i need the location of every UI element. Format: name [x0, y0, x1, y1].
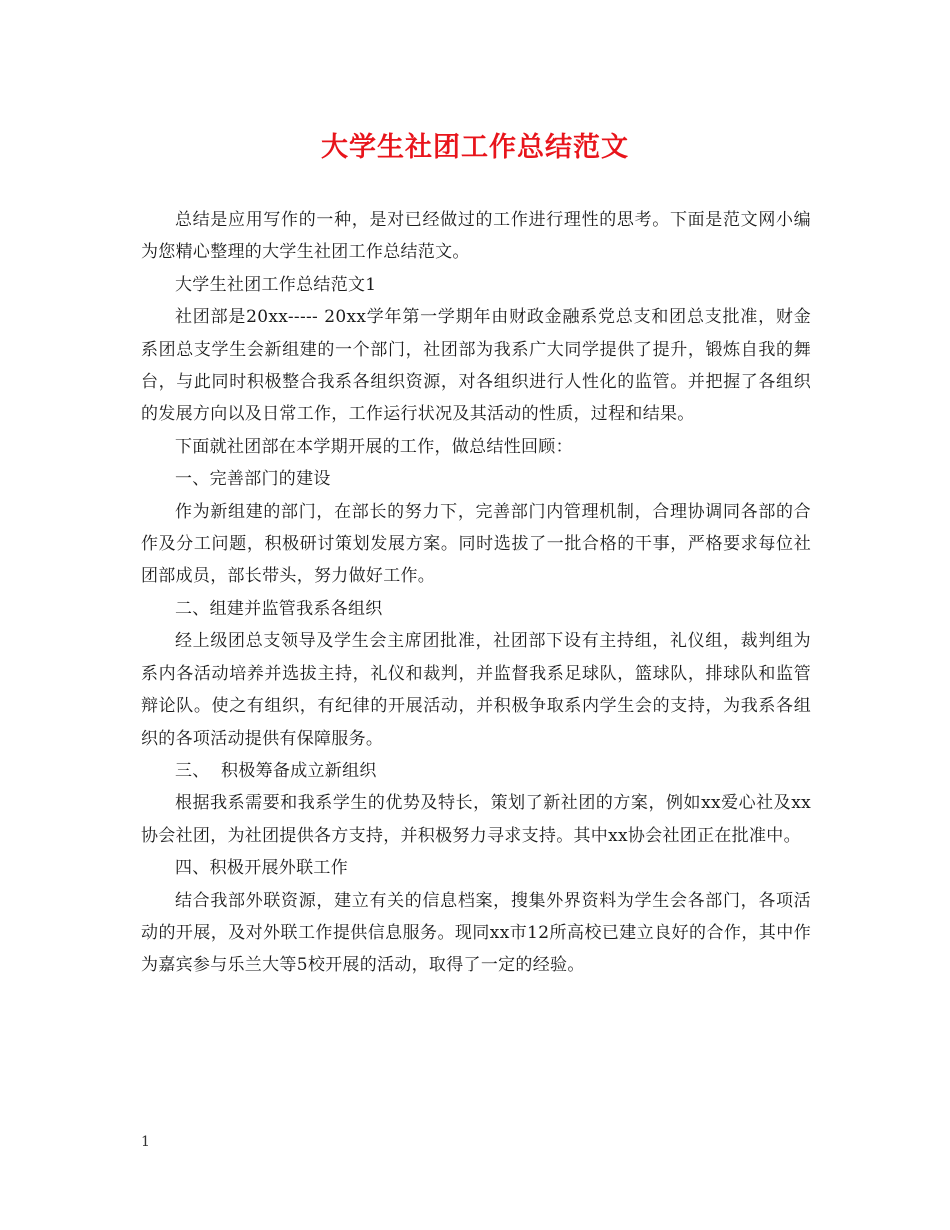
body-paragraph: 下面就社团部在本学期开展的工作，做总结性回顾： [175, 436, 573, 457]
body-paragraph: 结合我部外联资源，建立有关的信息档案，搜集外界资料为学生会各部门，各项活动的开展，及对外联工作提供信息服务。现同xx市12所高校已建立良好的合作，其中作为嘉宾参与乐兰大等5校开展的活动，取得了一定的经验。 [141, 890, 811, 976]
section-heading: 四、积极开展外联工作 [175, 858, 348, 879]
document-body [141, 204, 811, 982]
body-paragraph: 社团部是20xx----- 20xx学年第一学期年由财政金融系党总支和团总支批准，财金系团总支学生会新组建的一个部门，社团部为我系广大同学提供了提升，锻炼自我的舞台，与此同时积极整合我系各组织资源，对各组织进行人性化的监管。并把握了各组织的发展方向以及日常工作，工作运行状况及其活动的性质，过程和结果。 [141, 307, 811, 425]
section-heading: 三、 积极筹备成立新组织 [175, 760, 377, 781]
body-paragraph: 根据我系需要和我系学生的优势及特长，策划了新社团的方案，例如xx爱心社及xx协会社团，为社团提供各方支持，并积极努力寻求支持。其中xx协会社团正在批准中。 [141, 793, 811, 846]
page-number: 1 [141, 1134, 150, 1150]
body-paragraph: 经上级团总支领导及学生会主席团批准，社团部下设有主持组，礼仪组，裁判组为系内各活动培养并选拔主持，礼仪和裁判，并监督我系足球队，篮球队，排球队和监管辩论队。使之有组织，有纪律的开展活动，并积极争取系内学生会的支持，为我系各组织的各项活动提供有保障服务。 [141, 631, 811, 749]
intro-paragraph: 总结是应用写作的一种，是对已经做过的工作进行理性的思考。下面是范文网小编为您精心整理的大学生社团工作总结范文。 [141, 210, 811, 263]
section-heading: 二、组建并监管我系各组织 [175, 598, 383, 619]
sample-heading: 大学生社团工作总结范文1 [175, 274, 377, 295]
section-heading: 一、完善部门的建设 [175, 469, 331, 490]
body-paragraph: 作为新组建的部门，在部长的努力下，完善部门内管理机制，合理协调同各部的合作及分工问题，积极研讨策划发展方案。同时选拔了一批合格的干事，严格要求每位社团部成员，部长带头，努力做好工作。 [141, 501, 811, 587]
document-title: 大学生社团工作总结范文 [321, 132, 629, 163]
